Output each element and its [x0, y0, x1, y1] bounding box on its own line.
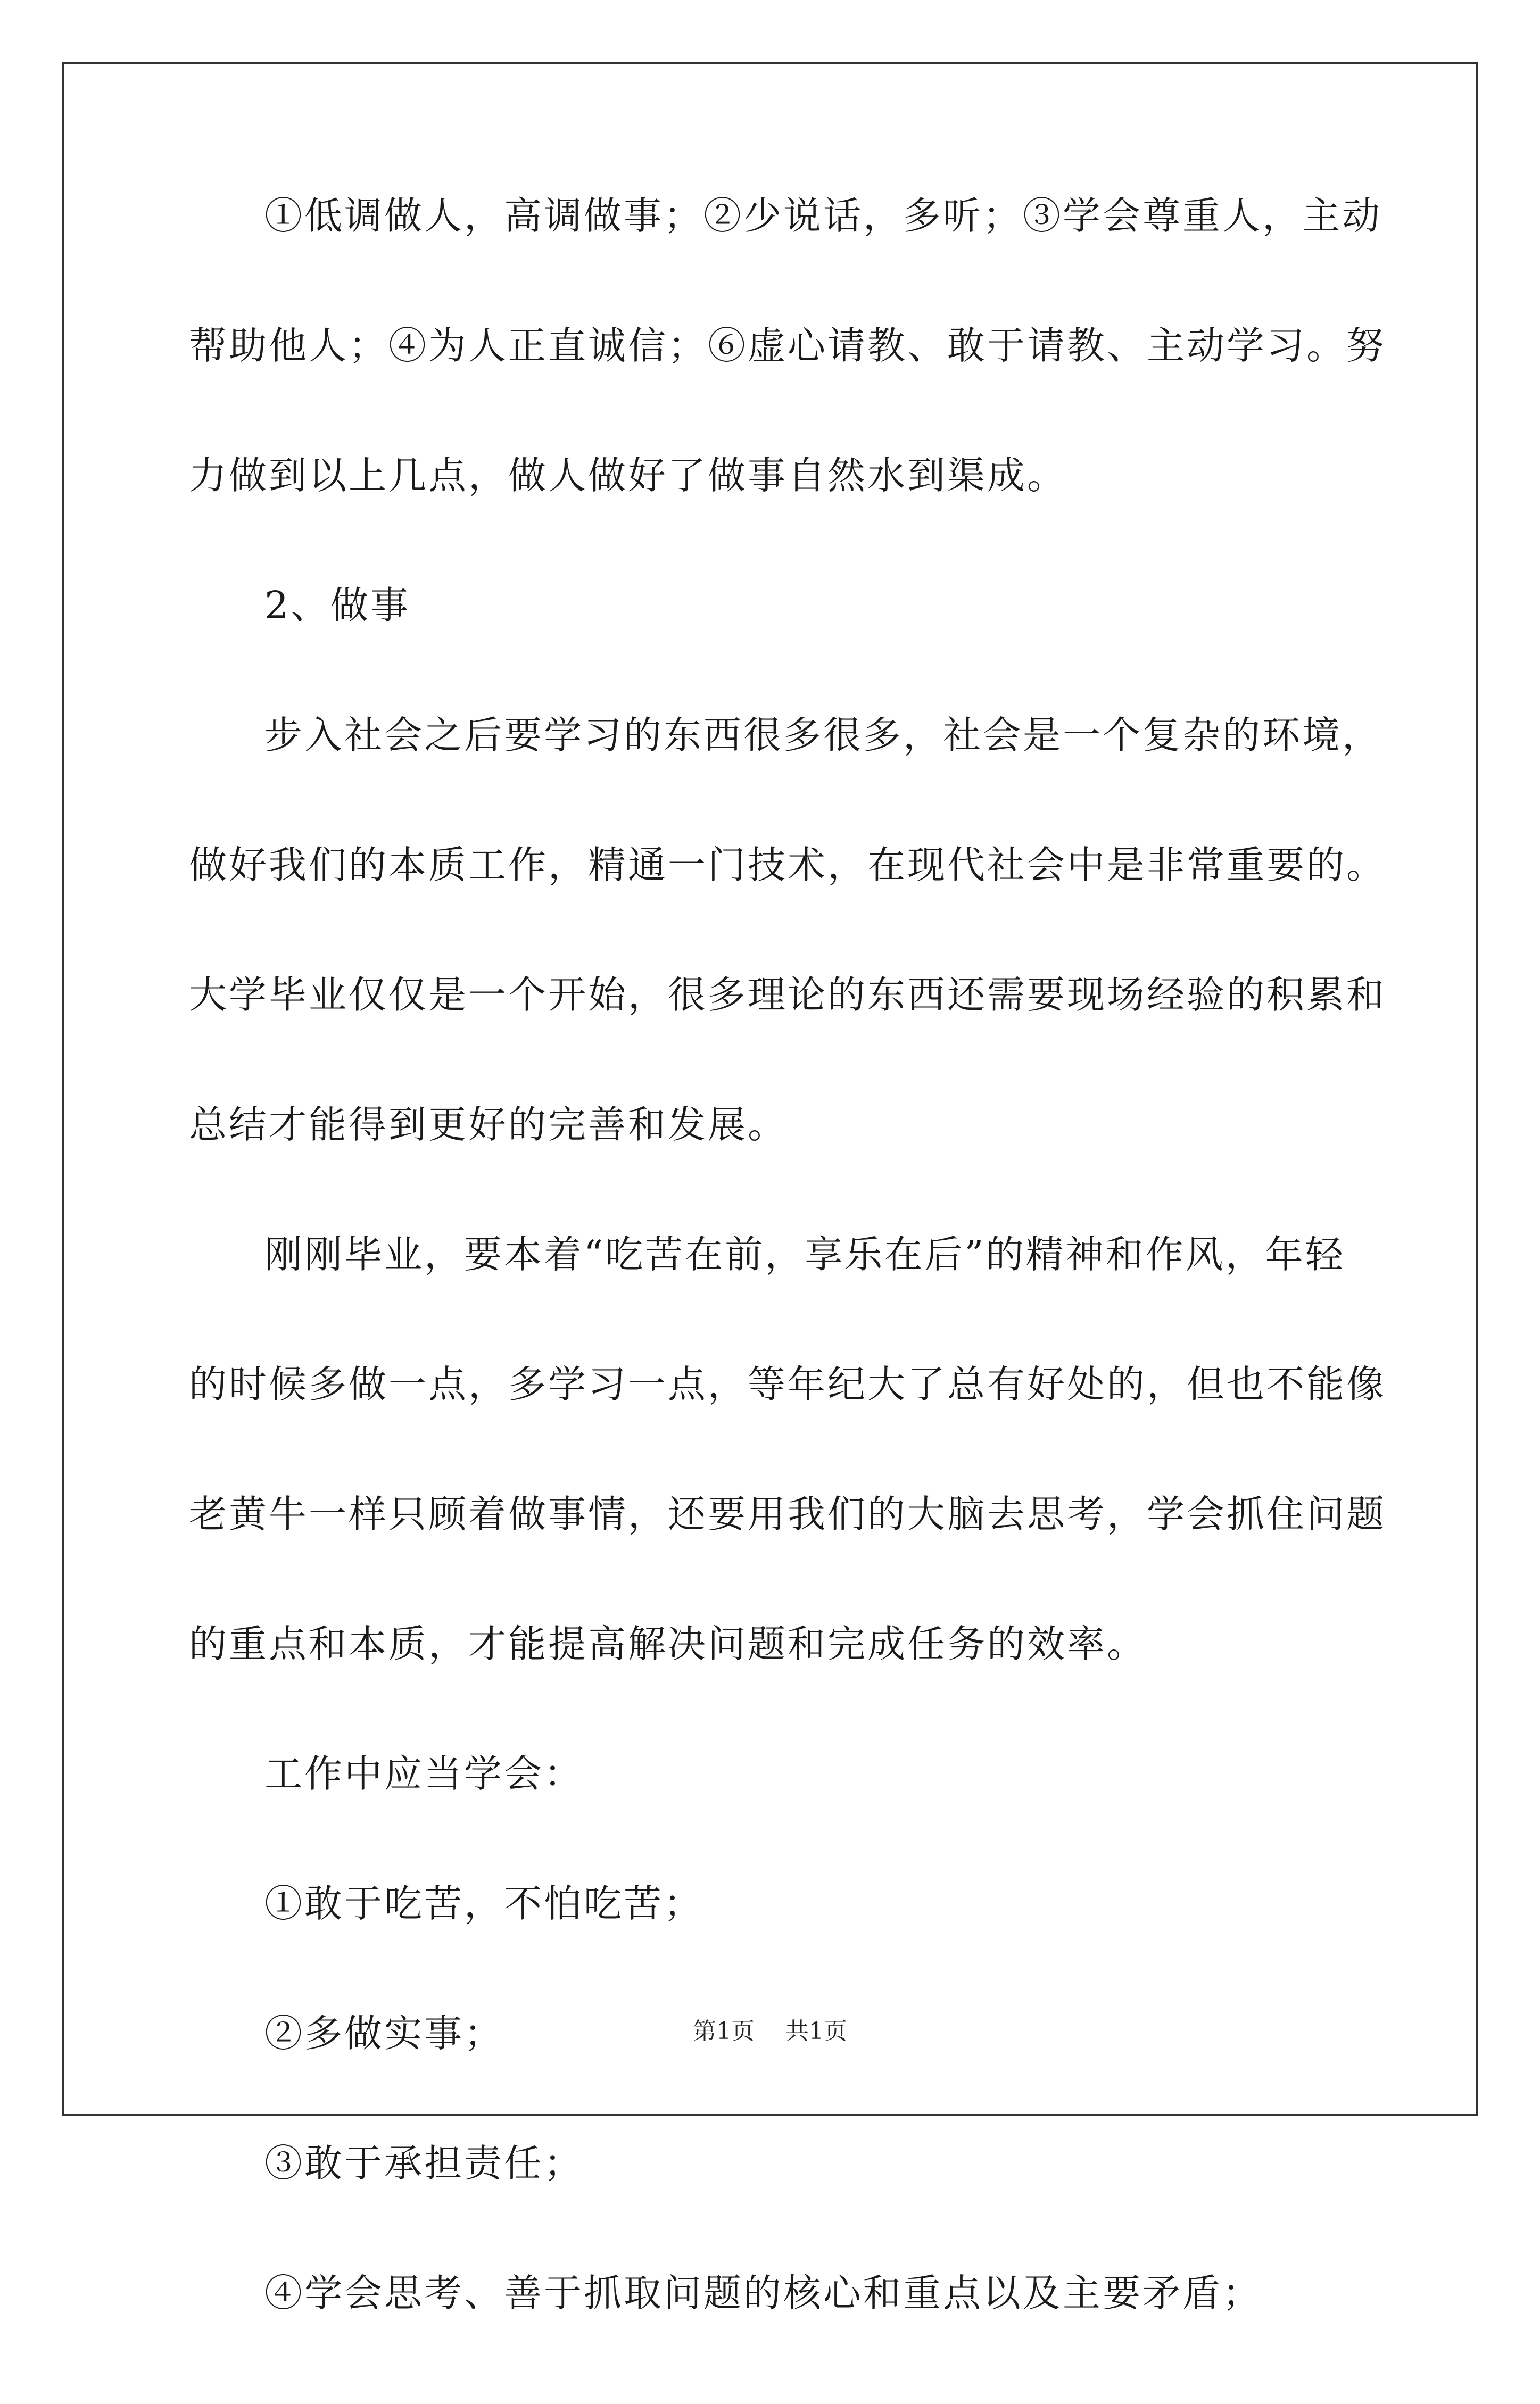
page-number-total: 共1页 [785, 2018, 847, 2045]
document-body [189, 194, 1387, 2404]
text-line: 的重点和本质，才能提高解决问题和完成任务的效率。 [189, 1622, 1147, 1666]
text-line: 老黄牛一样只顾着做事情，还要用我们的大脑去思考，学会抓住问题 [189, 1492, 1387, 1536]
text-line: 工作中应当学会： [264, 1752, 584, 1796]
text-line: ①低调做人，高调做事；②少说话，多听；③学会尊重人，主动 [264, 194, 1382, 238]
text-line: 帮助他人；④为人正直诚信；⑥虚心请教、敢于请教、主动学习。努 [189, 324, 1387, 368]
text-line: 力做到以上几点，做人做好了做事自然水到渠成。 [189, 453, 1067, 498]
list-item: ②多做实事； [264, 2011, 504, 2055]
text-line: 刚刚毕业，要本着“吃苦在前，享乐在后”的精神和作风，年轻 [264, 1232, 1345, 1276]
list-item: ①敢于吃苦，不怕吃苦； [264, 1881, 704, 1926]
page-number-current: 第1页 [693, 2018, 755, 2045]
text-line: 步入社会之后要学习的东西很多很多，社会是一个复杂的环境， [264, 713, 1382, 757]
text-line: 的时候多做一点，多学习一点，等年纪大了总有好处的，但也不能像 [189, 1362, 1387, 1406]
text-line: 做好我们的本质工作，精通一门技术，在现代社会中是非常重要的。 [189, 843, 1387, 887]
section-heading: 2、做事 [264, 583, 411, 627]
text-line: 大学毕业仅仅是一个开始，很多理论的东西还需要现场经验的积累和 [189, 973, 1387, 1017]
page-footer [0, 2018, 1540, 2045]
list-item: ③敢于承担责任； [264, 2141, 584, 2185]
list-item: ④学会思考、善于抓取问题的核心和重点以及主要矛盾； [264, 2271, 1263, 2315]
text-line: 总结才能得到更好的完善和发展。 [189, 1102, 788, 1147]
